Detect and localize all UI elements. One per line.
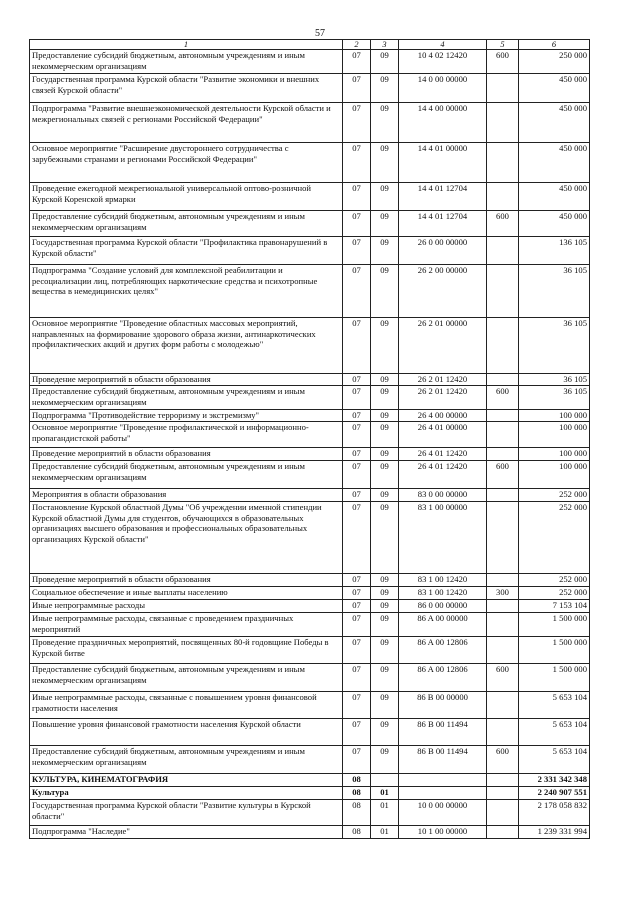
row-target-article-cell: 14 4 00 00000 <box>399 103 487 143</box>
table-row <box>30 502 590 574</box>
row-target-article-cell: 86 A 00 12806 <box>399 637 487 664</box>
row-name-cell: Основное мероприятие "Проведение областных массовых мероприятий, направленных на формирование здорового образа жизни, антинаркотических профилактических акций и других форм работы с молодежью" <box>30 318 343 374</box>
table-row <box>30 448 590 461</box>
row-subsection-cell: 09 <box>371 587 399 600</box>
col-number-subsection: 3 <box>371 40 399 50</box>
row-expense-type-cell: 600 <box>487 211 519 237</box>
table-row <box>30 265 590 318</box>
row-target-article-cell: 26 2 01 12420 <box>399 374 487 386</box>
table-row <box>30 461 590 489</box>
row-target-article-cell: 10 4 02 12420 <box>399 50 487 74</box>
row-subsection-cell: 09 <box>371 318 399 374</box>
row-target-article-cell: 86 B 00 00000 <box>399 692 487 719</box>
table-row <box>30 183 590 211</box>
row-subsection-cell: 09 <box>371 746 399 774</box>
row-name-cell: Государственная программа Курской области "Профилактика правонарушений в Курской области" <box>30 237 343 265</box>
table-row <box>30 489 590 502</box>
row-name-cell: Предоставление субсидий бюджетным, автономным учреждениям и иным некоммерческим организациям <box>30 746 343 774</box>
row-section-cell: 07 <box>343 746 371 774</box>
row-amount-cell: 1 500 000 <box>519 613 590 637</box>
table-row <box>30 692 590 719</box>
row-expense-type-cell <box>487 774 519 787</box>
row-amount-cell: 450 000 <box>519 103 590 143</box>
row-expense-type-cell <box>487 410 519 422</box>
table-row <box>30 574 590 587</box>
row-amount-cell: 7 153 104 <box>519 600 590 613</box>
row-target-article-cell: 86 B 00 11494 <box>399 746 487 774</box>
row-subsection-cell: 09 <box>371 50 399 74</box>
row-expense-type-cell <box>487 613 519 637</box>
row-target-article-cell: 83 1 00 12420 <box>399 587 487 600</box>
row-section-cell: 07 <box>343 143 371 183</box>
row-name-cell: Подпрограмма "Создание условий для комплексной реабилитации и ресоциализации лиц, потребляющих наркотические средства и психотропные вещества в немедицинских целях" <box>30 265 343 318</box>
row-subsection-cell: 09 <box>371 386 399 410</box>
row-expense-type-cell <box>487 237 519 265</box>
table-row <box>30 664 590 692</box>
row-target-article-cell: 10 0 00 00000 <box>399 800 487 826</box>
table-row <box>30 318 590 374</box>
row-target-article-cell: 83 0 00 00000 <box>399 489 487 502</box>
row-amount-cell: 100 000 <box>519 422 590 448</box>
row-section-cell: 07 <box>343 237 371 265</box>
row-name-cell: Подпрограмма "Наследие" <box>30 826 343 839</box>
row-expense-type-cell: 600 <box>487 50 519 74</box>
row-section-cell: 07 <box>343 386 371 410</box>
row-name-cell: Постановление Курской областной Думы "Об учреждении именной стипендии Курской областной Думы для студентов, обучающихся в образовательных организациях высшего образования и профессиональных образовательных организациях Курской области" <box>30 502 343 574</box>
row-name-cell: Повышение уровня финансовой грамотности населения Курской области <box>30 719 343 746</box>
col-number-expense-type: 5 <box>487 40 519 50</box>
row-amount-cell: 250 000 <box>519 50 590 74</box>
table-row <box>30 237 590 265</box>
row-amount-cell: 1 500 000 <box>519 637 590 664</box>
row-subsection-cell: 09 <box>371 410 399 422</box>
row-name-cell: Проведение мероприятий в области образования <box>30 448 343 461</box>
page-number: 57 <box>315 28 325 39</box>
row-name-cell: Проведение мероприятий в области образования <box>30 374 343 386</box>
row-subsection-cell: 09 <box>371 613 399 637</box>
row-section-cell: 07 <box>343 692 371 719</box>
row-section-cell: 08 <box>343 774 371 787</box>
row-subsection-cell: 09 <box>371 664 399 692</box>
row-amount-cell: 5 653 104 <box>519 746 590 774</box>
row-target-article-cell: 86 A 00 12806 <box>399 664 487 692</box>
row-expense-type-cell: 600 <box>487 461 519 489</box>
table-row <box>30 719 590 746</box>
row-target-article-cell: 83 1 00 00000 <box>399 502 487 574</box>
row-section-cell: 07 <box>343 574 371 587</box>
row-target-article-cell: 26 2 01 00000 <box>399 318 487 374</box>
col-number-name: 1 <box>30 40 343 50</box>
row-target-article-cell: 14 4 01 12704 <box>399 183 487 211</box>
row-target-article-cell: 86 B 00 11494 <box>399 719 487 746</box>
row-section-cell: 07 <box>343 613 371 637</box>
row-target-article-cell <box>399 787 487 800</box>
row-amount-cell: 100 000 <box>519 461 590 489</box>
row-subsection-cell: 01 <box>371 787 399 800</box>
row-target-article-cell: 10 1 00 00000 <box>399 826 487 839</box>
row-amount-cell: 450 000 <box>519 183 590 211</box>
row-section-cell: 07 <box>343 183 371 211</box>
table-row <box>30 613 590 637</box>
row-expense-type-cell: 600 <box>487 664 519 692</box>
row-subsection-cell: 09 <box>371 448 399 461</box>
row-amount-cell: 136 105 <box>519 237 590 265</box>
row-name-cell: Основное мероприятие "Расширение двустороннего сотрудничества с зарубежными странами и регионами Российской Федерации" <box>30 143 343 183</box>
row-name-cell: КУЛЬТУРА, КИНЕМАТОГРАФИЯ <box>30 774 343 787</box>
row-target-article-cell: 26 4 00 00000 <box>399 410 487 422</box>
row-expense-type-cell <box>487 183 519 211</box>
row-subsection-cell: 09 <box>371 574 399 587</box>
row-name-cell: Предоставление субсидий бюджетным, автономным учреждениям и иным некоммерческим организациям <box>30 461 343 489</box>
row-name-cell: Проведение праздничных мероприятий, посвященных 80-й годовщине Победы в Курской битве <box>30 637 343 664</box>
row-section-cell: 07 <box>343 489 371 502</box>
row-target-article-cell: 26 0 00 00000 <box>399 237 487 265</box>
row-expense-type-cell <box>487 502 519 574</box>
row-name-cell: Основное мероприятие "Проведение профилактической и информационно-пропагандистской работы" <box>30 422 343 448</box>
row-section-cell: 07 <box>343 410 371 422</box>
row-expense-type-cell <box>487 103 519 143</box>
row-expense-type-cell <box>487 422 519 448</box>
row-name-cell: Предоставление субсидий бюджетным, автономным учреждениям и иным некоммерческим организациям <box>30 386 343 410</box>
row-expense-type-cell: 600 <box>487 386 519 410</box>
row-target-article-cell: 26 4 01 12420 <box>399 448 487 461</box>
row-amount-cell: 1 500 000 <box>519 664 590 692</box>
row-section-cell: 07 <box>343 50 371 74</box>
row-expense-type-cell <box>487 74 519 103</box>
row-expense-type-cell <box>487 489 519 502</box>
table-row <box>30 587 590 600</box>
table-row <box>30 826 590 839</box>
row-expense-type-cell <box>487 448 519 461</box>
row-name-cell: Проведение ежегодной межрегиональной универсальной оптово-розничной Курской Коренской ярмарки <box>30 183 343 211</box>
row-subsection-cell: 09 <box>371 692 399 719</box>
table-row <box>30 50 590 74</box>
row-subsection-cell <box>371 774 399 787</box>
row-name-cell: Государственная программа Курской области "Развитие экономики и внешних связей Курской области" <box>30 74 343 103</box>
row-amount-cell: 5 653 104 <box>519 692 590 719</box>
row-amount-cell: 36 105 <box>519 265 590 318</box>
table-row <box>30 746 590 774</box>
table-row <box>30 410 590 422</box>
table-row <box>30 787 590 800</box>
row-section-cell: 07 <box>343 587 371 600</box>
row-subsection-cell: 09 <box>371 211 399 237</box>
row-amount-cell: 2 331 342 348 <box>519 774 590 787</box>
row-subsection-cell: 09 <box>371 719 399 746</box>
row-amount-cell: 252 000 <box>519 489 590 502</box>
row-amount-cell: 450 000 <box>519 74 590 103</box>
row-subsection-cell: 01 <box>371 826 399 839</box>
row-target-article-cell: 83 1 00 12420 <box>399 574 487 587</box>
row-expense-type-cell <box>487 637 519 664</box>
row-subsection-cell: 09 <box>371 374 399 386</box>
row-subsection-cell: 09 <box>371 265 399 318</box>
row-expense-type-cell <box>487 826 519 839</box>
row-target-article-cell: 26 4 01 00000 <box>399 422 487 448</box>
row-expense-type-cell <box>487 787 519 800</box>
row-section-cell: 07 <box>343 719 371 746</box>
row-target-article-cell: 26 2 01 12420 <box>399 386 487 410</box>
row-section-cell: 07 <box>343 422 371 448</box>
row-name-cell: Предоставление субсидий бюджетным, автономным учреждениям и иным некоммерческим организациям <box>30 211 343 237</box>
row-section-cell: 08 <box>343 826 371 839</box>
row-subsection-cell: 09 <box>371 237 399 265</box>
row-name-cell: Предоставление субсидий бюджетным, автономным учреждениям и иным некоммерческим организациям <box>30 50 343 74</box>
row-expense-type-cell <box>487 265 519 318</box>
table-row <box>30 386 590 410</box>
col-number-section: 2 <box>343 40 371 50</box>
column-number-header-row <box>30 40 590 50</box>
row-amount-cell: 5 653 104 <box>519 719 590 746</box>
row-expense-type-cell: 600 <box>487 746 519 774</box>
row-section-cell: 07 <box>343 664 371 692</box>
row-name-cell: Проведение мероприятий в области образования <box>30 574 343 587</box>
row-amount-cell: 450 000 <box>519 143 590 183</box>
row-target-article-cell: 26 4 01 12420 <box>399 461 487 489</box>
row-target-article-cell <box>399 774 487 787</box>
row-name-cell: Государственная программа Курской области "Развитие культуры в Курской области" <box>30 800 343 826</box>
row-name-cell: Иные непрограммные расходы, связанные с повышением уровня финансовой грамотности населения <box>30 692 343 719</box>
row-section-cell: 07 <box>343 318 371 374</box>
row-target-article-cell: 14 4 01 00000 <box>399 143 487 183</box>
row-target-article-cell: 86 0 00 00000 <box>399 600 487 613</box>
row-subsection-cell: 09 <box>371 489 399 502</box>
row-amount-cell: 450 000 <box>519 211 590 237</box>
row-subsection-cell: 09 <box>371 103 399 143</box>
row-section-cell: 07 <box>343 265 371 318</box>
row-subsection-cell: 09 <box>371 637 399 664</box>
row-amount-cell: 252 000 <box>519 574 590 587</box>
row-subsection-cell: 01 <box>371 800 399 826</box>
table-row <box>30 422 590 448</box>
row-subsection-cell: 09 <box>371 183 399 211</box>
row-name-cell: Иные непрограммные расходы <box>30 600 343 613</box>
table-row <box>30 74 590 103</box>
row-expense-type-cell: 300 <box>487 587 519 600</box>
table-row <box>30 103 590 143</box>
row-section-cell: 07 <box>343 374 371 386</box>
row-expense-type-cell <box>487 692 519 719</box>
row-amount-cell: 36 105 <box>519 318 590 374</box>
row-subsection-cell: 09 <box>371 74 399 103</box>
table-row <box>30 774 590 787</box>
row-expense-type-cell <box>487 600 519 613</box>
table-row <box>30 800 590 826</box>
row-section-cell: 08 <box>343 800 371 826</box>
table-row <box>30 211 590 237</box>
row-name-cell: Подпрограмма "Развитие внешнеэкономической деятельности Курской области и межрегиональных связей с регионами Российской Федерации" <box>30 103 343 143</box>
row-section-cell: 07 <box>343 600 371 613</box>
col-number-amount: 6 <box>519 40 590 50</box>
row-expense-type-cell <box>487 318 519 374</box>
row-amount-cell: 2 178 058 832 <box>519 800 590 826</box>
row-section-cell: 07 <box>343 461 371 489</box>
row-section-cell: 07 <box>343 448 371 461</box>
row-section-cell: 07 <box>343 637 371 664</box>
row-target-article-cell: 14 4 01 12704 <box>399 211 487 237</box>
row-amount-cell: 36 105 <box>519 386 590 410</box>
table-row <box>30 143 590 183</box>
row-subsection-cell: 09 <box>371 502 399 574</box>
row-section-cell: 07 <box>343 74 371 103</box>
row-amount-cell: 252 000 <box>519 502 590 574</box>
row-amount-cell: 2 240 907 551 <box>519 787 590 800</box>
row-section-cell: 08 <box>343 787 371 800</box>
row-target-article-cell: 14 0 00 00000 <box>399 74 487 103</box>
row-section-cell: 07 <box>343 211 371 237</box>
budget-table-body <box>30 50 590 839</box>
table-row <box>30 637 590 664</box>
row-amount-cell: 36 105 <box>519 374 590 386</box>
row-expense-type-cell <box>487 143 519 183</box>
row-name-cell: Иные непрограммные расходы, связанные с проведением праздничных мероприятий <box>30 613 343 637</box>
row-expense-type-cell <box>487 719 519 746</box>
row-amount-cell: 100 000 <box>519 448 590 461</box>
row-section-cell: 07 <box>343 103 371 143</box>
row-subsection-cell: 09 <box>371 143 399 183</box>
row-subsection-cell: 09 <box>371 422 399 448</box>
table-row <box>30 600 590 613</box>
row-expense-type-cell <box>487 574 519 587</box>
row-subsection-cell: 09 <box>371 600 399 613</box>
row-section-cell: 07 <box>343 502 371 574</box>
table-row <box>30 374 590 386</box>
row-name-cell: Предоставление субсидий бюджетным, автономным учреждениям и иным некоммерческим организациям <box>30 664 343 692</box>
col-number-target-article: 4 <box>399 40 487 50</box>
row-name-cell: Культура <box>30 787 343 800</box>
row-amount-cell: 100 000 <box>519 410 590 422</box>
row-amount-cell: 1 239 331 994 <box>519 826 590 839</box>
row-name-cell: Подпрограмма "Противодействие терроризму и экстремизму" <box>30 410 343 422</box>
row-amount-cell: 252 000 <box>519 587 590 600</box>
row-target-article-cell: 26 2 00 00000 <box>399 265 487 318</box>
row-target-article-cell: 86 A 00 00000 <box>399 613 487 637</box>
row-name-cell: Мероприятия в области образования <box>30 489 343 502</box>
row-name-cell: Социальное обеспечение и иные выплаты населению <box>30 587 343 600</box>
row-expense-type-cell <box>487 800 519 826</box>
row-expense-type-cell <box>487 374 519 386</box>
row-subsection-cell: 09 <box>371 461 399 489</box>
budget-table <box>29 39 590 839</box>
